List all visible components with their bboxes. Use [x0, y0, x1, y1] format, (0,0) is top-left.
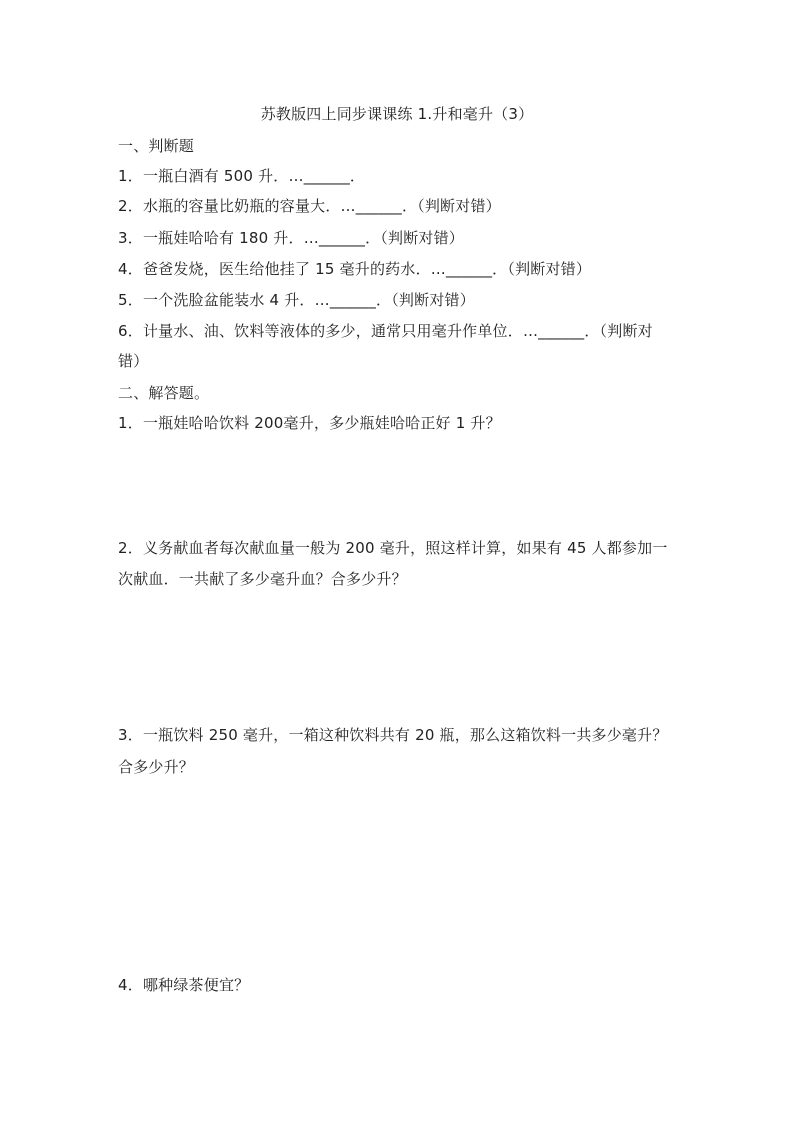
question-1: 1．一瓶娃哈哈饮料 200毫升，多少瓶娃哈哈正好 1 升？ — [118, 414, 501, 432]
true-false-item-6: 6．计量水、油、饮料等液体的多少，通常只用毫升作单位．…______．（判断对 — [118, 322, 653, 340]
page-title: 苏教版四上同步课课练 1.升和毫升（3） — [260, 105, 534, 123]
true-false-item-4: 4．爸爸发烧，医生给他挂了 15 毫升的药水．…______．（判断对错） — [118, 260, 592, 278]
true-false-item-6-continued: 错） — [118, 352, 149, 370]
question-4: 4．哪种绿茶便宜？ — [118, 976, 250, 994]
question-3-line-2: 合多少升？ — [118, 758, 195, 776]
question-2-line-1: 2．义务献血者每次献血量一般为 200 毫升，照这样计算，如果有 45 人都参加一 — [118, 539, 668, 557]
question-3-line-1: 3．一瓶饮料 250 毫升，一箱这种饮料共有 20 瓶，那么这箱饮料一共多少毫升？ — [118, 726, 668, 744]
true-false-item-1: 1．一瓶白酒有 500 升．…______． — [118, 167, 366, 185]
section-heading-true-false: 一、判断题 — [118, 137, 195, 155]
question-2-line-2: 次献血．一共献了多少毫升血？合多少升？ — [118, 570, 407, 588]
true-false-item-2: 2．水瓶的容量比奶瓶的容量大．…______．（判断对错） — [118, 197, 501, 215]
section-heading-answer: 二、解答题。 — [118, 384, 210, 402]
true-false-item-3: 3．一瓶娃哈哈有 180 升．…______．（判断对错） — [118, 229, 465, 247]
true-false-item-5: 5．一个洗脸盆能装水 4 升．…______．（判断对错） — [118, 291, 475, 309]
